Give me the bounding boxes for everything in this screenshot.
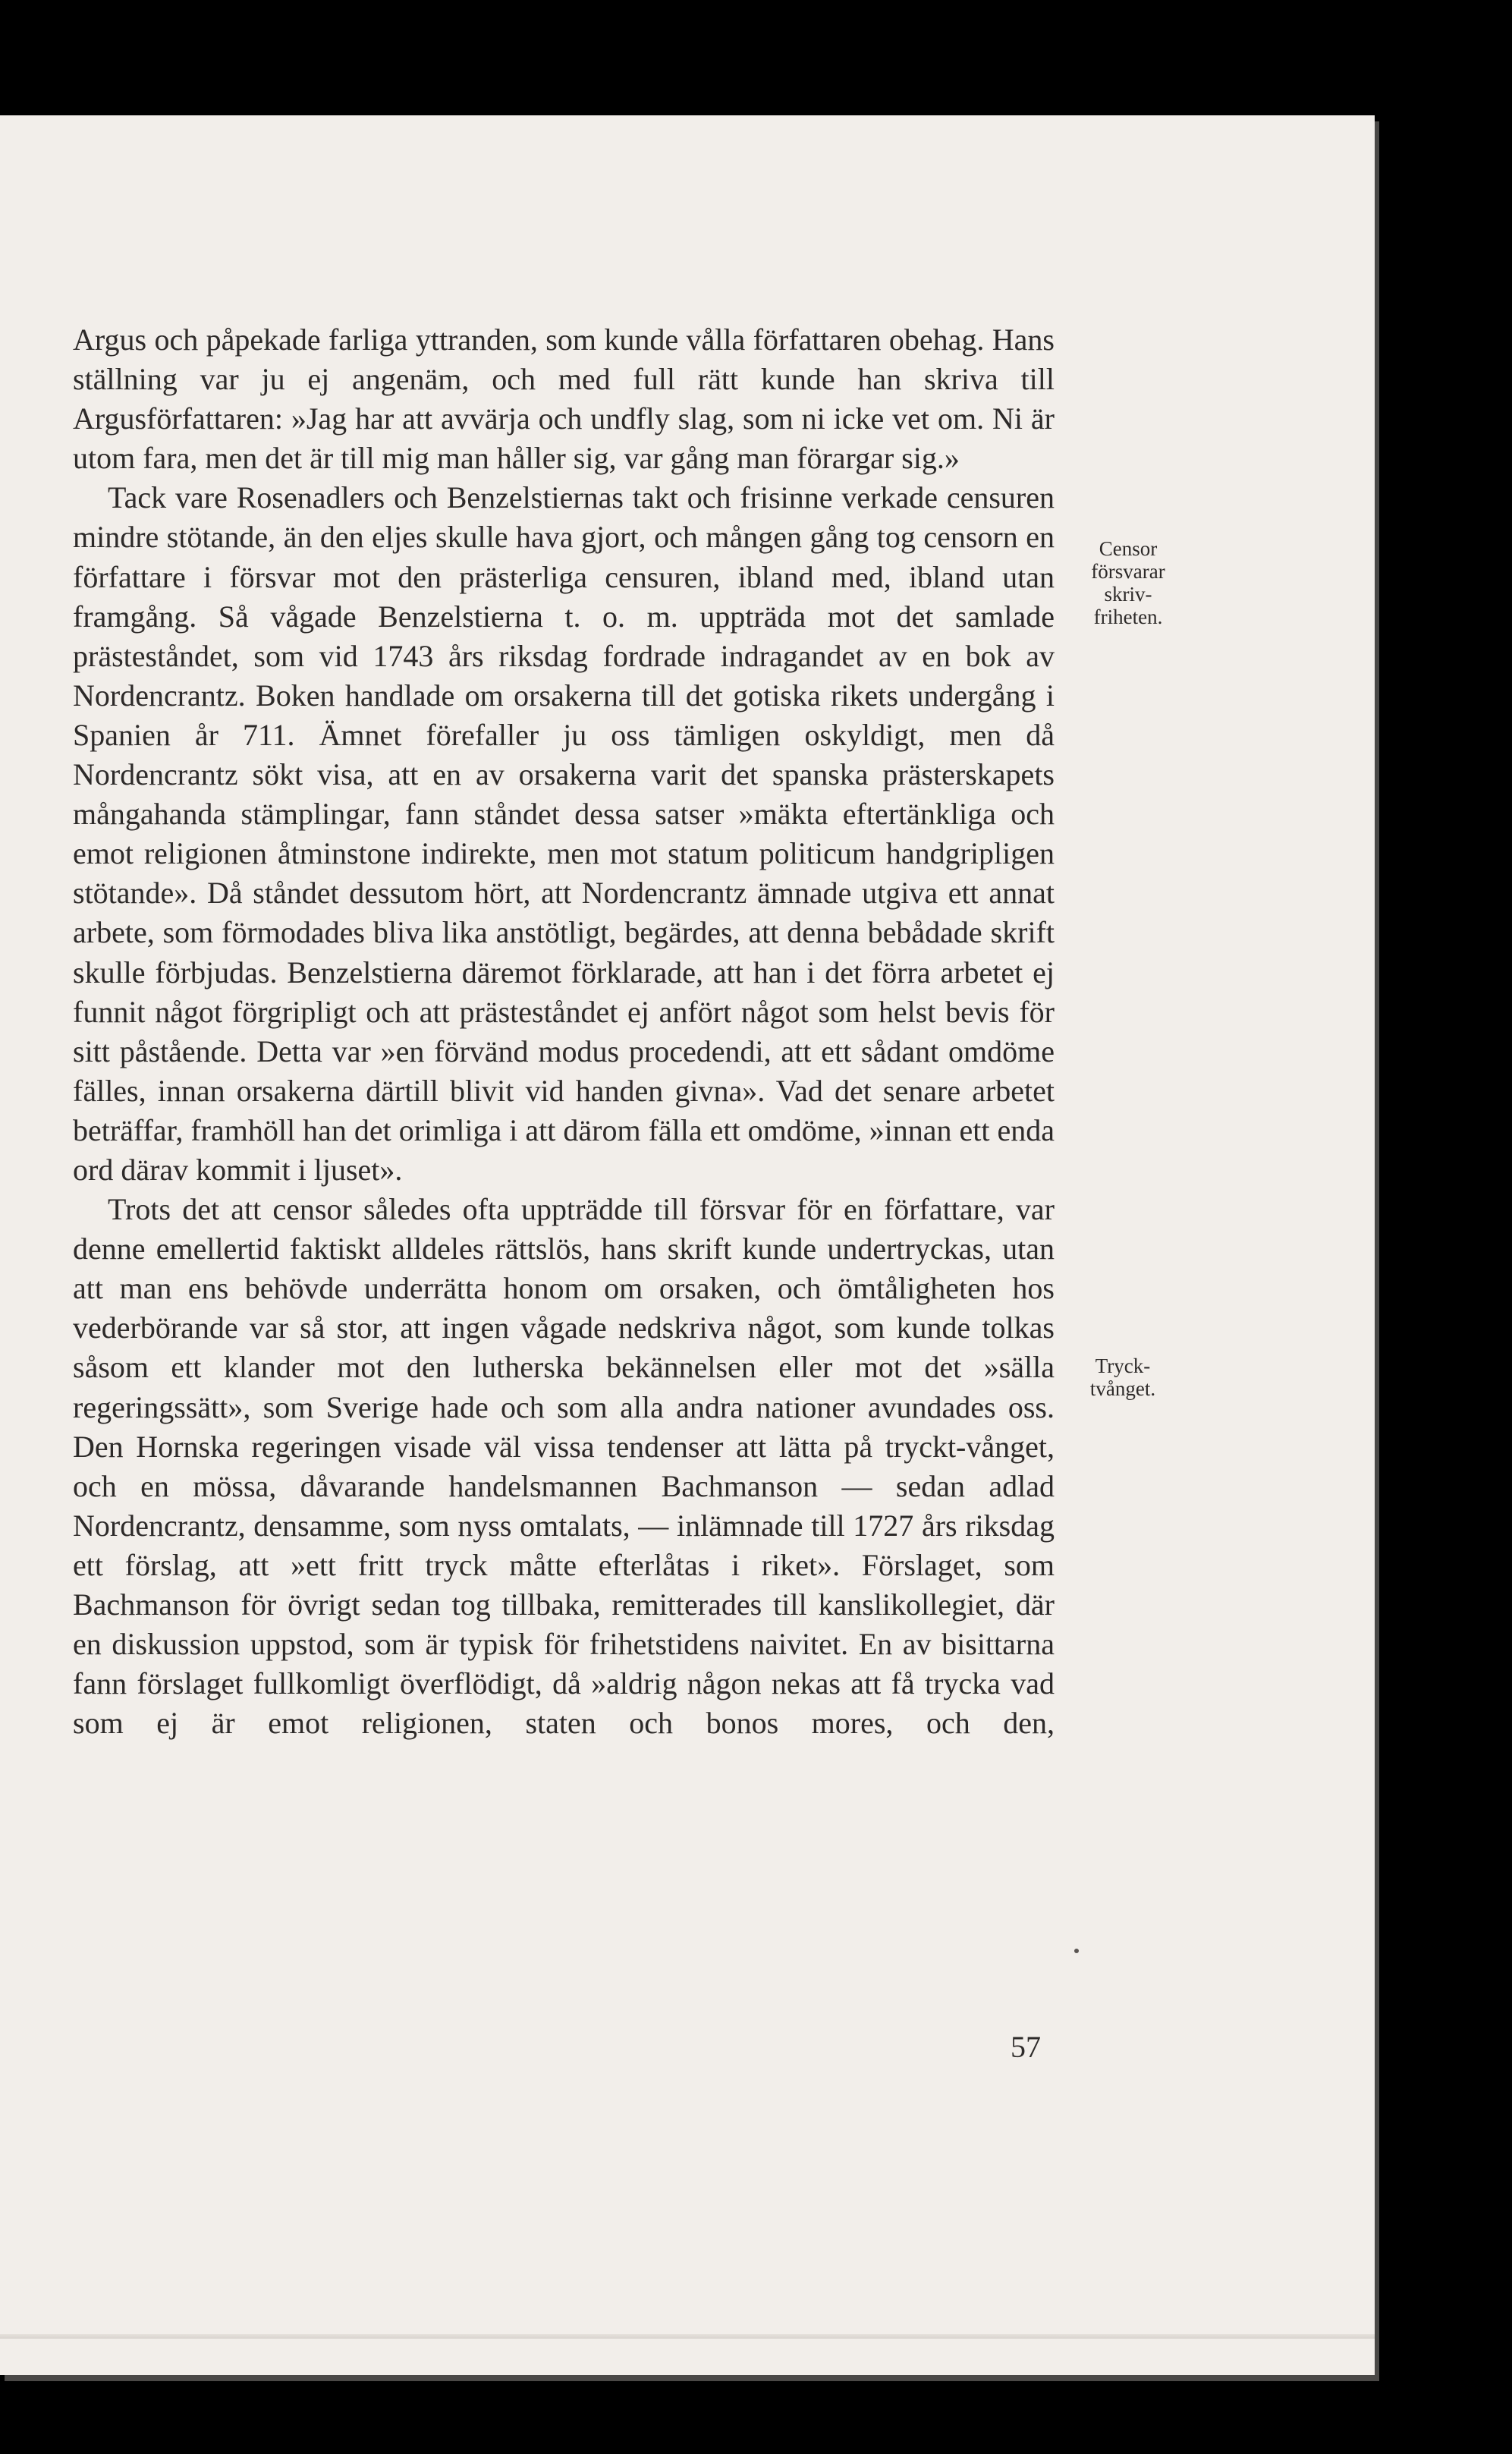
page-number: 57: [1011, 2030, 1041, 2064]
body-text: [73, 320, 1055, 1743]
page-bottom-edge: [0, 2334, 1375, 2339]
print-speck: [1074, 1949, 1079, 1953]
paragraph-3: Trots det att censor således ofta uppträdde till försvar för en författare, var denne emellertid faktiskt alldeles rättslös, hans skrift kunde undertryckas, utan att man ens behövde underrätta honom om orsaken, och ömtåligheten hos vederbörande var så stor, att ingen vågade nedskriva något, som kunde tolkas såsom ett klander mot den lutherska bekännelsen eller mot det »sälla regeringssätt», som Sverige hade och som alla andra nationer avundades oss. Den Hornska regeringen visade väl vissa tendenser att lätta på tryckt-vånget, och en mössa, dåvarande handelsmannen Bachmanson — sedan adlad Nordencrantz, densamme, som nyss omtalats, — inlämnade till 1727 års riksdag ett förslag, att »ett fritt tryck måtte efterlåtas i riket». Förslaget, som Bachmanson för övrigt sedan tog tillbaka, remitterades till kanslikollegiet, där en diskussion uppstod, som är typisk för frihetstidens naivitet. En av bisittarna fann förslaget fullkomligt överflödigt, då »aldrig någon nekas att få trycka vad som ej är emot religionen, staten och bonos mores, och den,: [73, 1192, 1055, 1741]
margin-note-tryck: Tryck- tvånget.: [1089, 1354, 1156, 1400]
margin-note-censor: Censor försvarar skriv- friheten.: [1091, 537, 1165, 628]
paragraph-1: Argus och påpekade farliga yttranden, som kunde vålla författaren obehag. Hans ställning var ju ej angenäm, och med full rätt kunde han skriva till Argusförfattaren: »Jag har att avvärja och undfly slag, som ni icke vet om. Ni är utom fara, men det är till mig man håller sig, var gång man förargar sig.»: [73, 322, 1055, 476]
paragraph-2: Tack vare Rosenadlers och Benzelstiernas takt och frisinne verkade censuren mindre stötande, än den eljes skulle hava gjort, och mången gång tog censorn en författare i försvar mot den prästerliga censuren, ibland med, ibland utan framgång. Så vågade Benzelstierna t. o. m. uppträda mot det samlade prästeståndet, som vid 1743 års riksdag fordrade indragandet av en bok av Nordencrantz. Boken handlade om orsakerna till det gotiska rikets undergång i Spanien år 711. Ämnet förefaller ju oss tämligen oskyldigt, men då Nordencrantz sökt visa, att en av orsakerna varit det spanska prästerskapets mångahanda stämplingar, fann ståndet dessa satser »mäkta eftertänkliga och emot religionen åtminstone indirekte, men mot statum politicum handgripligen stötande». Då ståndet dessutom hört, att Nordencrantz ämnade utgiva ett annat arbete, som förmodades bliva lika anstötligt, begärdes, att denna bebådade skrift skulle förbjudas. Benzelstierna däremot förklarade, att han i det förra arbetet ej funnit något förgripligt och att prästeståndet ej anfört något som helst bevis för sitt påstående. Detta var »en förvänd modus procedendi, att ett sådant omdöme fälles, innan orsakerna därtill blivit vid handen givna». Vad det senare arbetet beträffar, framhöll han det orimliga i att därom fälla ett omdöme, »innan ett enda ord därav kommit i ljuset».: [73, 480, 1055, 1187]
